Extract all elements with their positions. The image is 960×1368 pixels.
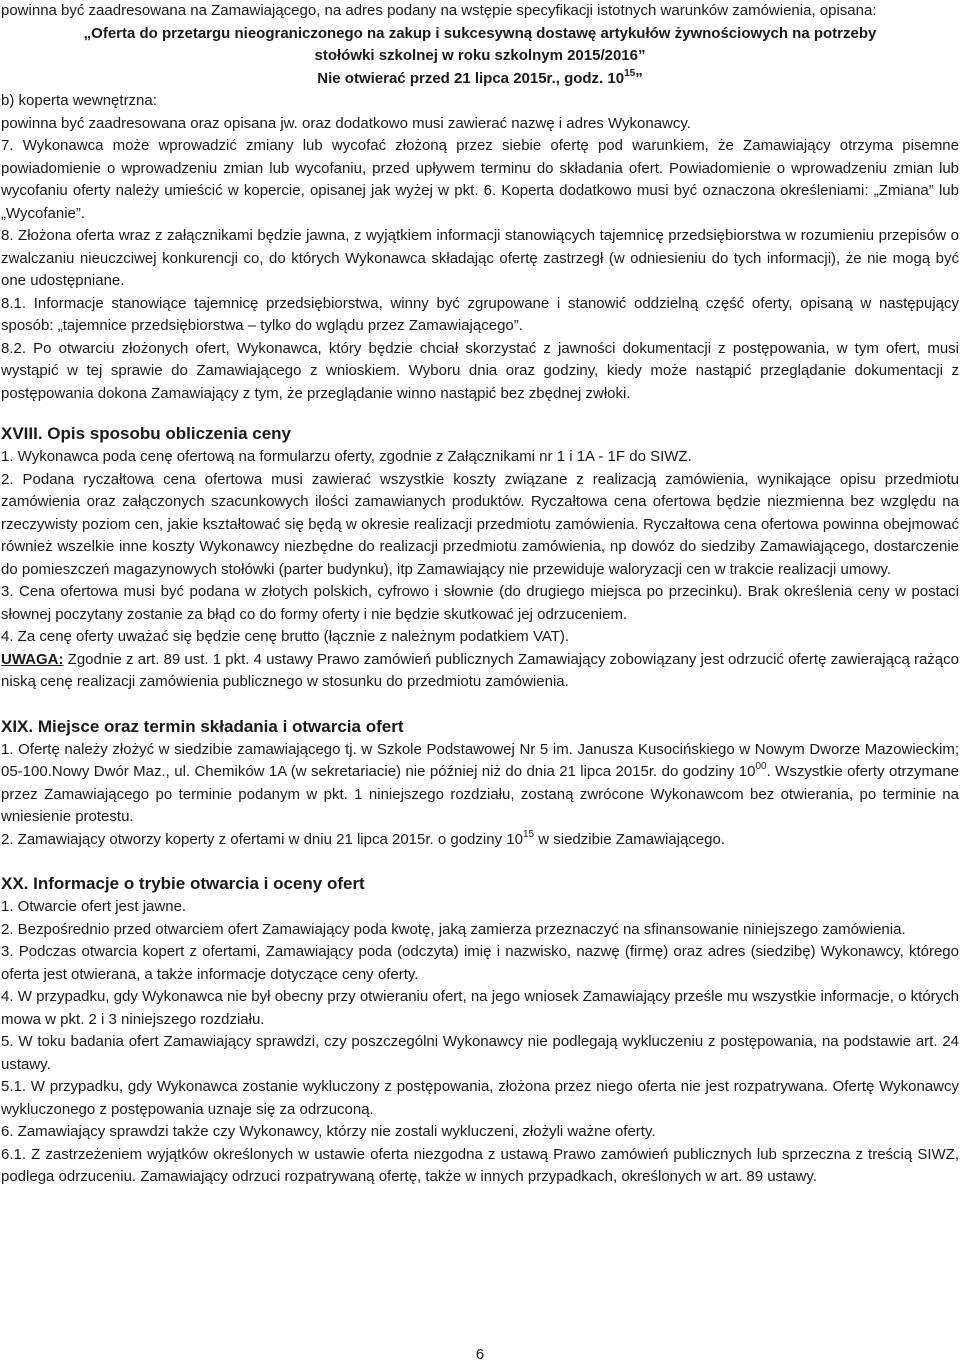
section-xx-item-2: 2. Bezpośrednio przed otwarciem ofert Zamawiający poda kwotę, jaką zamierza przeznaczyć na sfinansowanie niniejszego zamówienia. (1, 920, 906, 938)
section-xx-item-1: 1. Otwarcie ofert jest jawne. (1, 898, 187, 915)
section-xix-item-2 (1, 829, 959, 852)
section-xix-item-1-rest: . Wszystkie oferty otrzymane przez Zamawiającego po terminie podanym w pkt. 1 niniejszego rozdziału, zostaną zwrócone Wykonawcom bez otwierania, po terminie na wniesienie protestu. (1, 763, 960, 825)
envelope-description: powinna być zaadresowana na Zamawiającego, na adres podany na wstępie specyfikacji istotnych warunków zamówienia, opisana: (1, 2, 877, 19)
inner-envelope-text: powinna być zaadresowana oraz opisana jw. oraz dodatkowo musi zawierać nazwę i adres Wykonawcy. (1, 114, 691, 132)
paragraph-8-1: 8.1. Informacje stanowiące tajemnicę przedsiębiorstwa, winny być zgrupowane i stanowić oddzielną część oferty, opisaną w następujący sposób: „tajemnice przedsiębiorstwa – tylko do wglądu przez Zamawiającego”. (1, 294, 959, 334)
paragraph-8: 8. Złożona oferta wraz z załącznikami będzie jawna, z wyjątkiem informacji stanowiących tajemnicę przedsiębiorstwa w rozumieniu przepisów o zwalczaniu nieuczciwej konkurencji co, do których Wykonawca składając ofertę zastrzegł (w odniesieniu do tych informacji), że nie mogą być one udostępniane. (1, 227, 959, 289)
page-content (1, 0, 959, 1189)
section-xviii-item-4: 4. Za cenę oferty uważać się będzie cenę brutto (łącznie z należnym podatkiem VAT). (1, 628, 570, 645)
uwaga-text: Zgodnie z art. 89 ust. 1 pkt. 4 ustawy Prawo zamówień publicznych Zamawiający zobowiązany jest odrzucić ofertę zawierającą rażąco niską cenę realizacji zamówienia publicznego w stosunku do przedmiotu zamówienia. (1, 650, 959, 690)
paragraph-7: 7. Wykonawca może wprowadzić zmiany lub wycofać złożoną przez siebie ofertę pod warunkiem, że Zamawiający otrzyma pisemne powiadomienie o wprowadzeniu zmian lub wycofaniu, przed upływem terminu do składania ofert. Powiadomienie o wprowadzeniu zmian lub wycofaniu oferty należy umieścić w kopercie, opisanej jak wyżej w pkt. 6. Koperta dodatkowo musi być oznaczona określeniami: „Zmiana” lub „Wycofanie”. (1, 137, 959, 222)
section-xx-item-5: 5. W toku badania ofert Zamawiający sprawdzi, czy poszczególni Wykonawcy nie podlegają wykluczeniu z postępowania, na podstawie art. 24 ustawy. (1, 1033, 959, 1073)
opening-date-text: Nie otwierać przed 21 lipca 2015r., godz. 10 (317, 69, 625, 87)
envelope-title-line-1: „Oferta do przetargu nieograniczonego na zakup i sukcesywną dostawę artykułów żywnościowych na potrzeby (83, 24, 877, 42)
envelope-title-line-2: stołówki szkolnej w roku szkolnym 2015/2016” (314, 47, 646, 64)
section-xx-item-3: 3. Podczas otwarcia kopert z ofertami, Zamawiający poda (odczyta) imię i nazwisko, nazwę (firmę) oraz adres (siedzibę) Wykonawcy, którego oferta jest otwierana, a także informacje dotyczące ceny oferty. (1, 943, 959, 983)
uwaga-paragraph (1, 649, 959, 694)
section-xix-heading: XIX. Miejsce oraz termin składania i otwarcia ofert (1, 716, 404, 736)
section-xix-item-1 (1, 739, 959, 829)
opening-time-sup: 15 (624, 67, 636, 79)
section-xviii-item-2: 2. Podana ryczałtowa cena ofertowa musi zawierać wszystkie koszty związane z realizacją zamówienia, wynikające opisu przedmiotu zamówienia oraz załączonych szacunkowych ilości zamawianych produktów. Ryczałtowa cena ofertowa będzie niezmienna bez względu na rzeczywisty poziom cen, jakie kształtować się będą w okresie realizacji przedmiotu zamówienia. Ryczałtowa cena ofertowa powinna obejmować również wszelkie inne koszty Wykonawcy niezbędne do realizacji przedmiotu zamówienia, np dowóz do siedziby Zamawiającego, dostarczenie do pomieszczeń magazynowych stołówki (parter budynku), itp Zamawiający nie przewiduje waloryzacji cen w trakcie realizacji umowy. (1, 470, 959, 578)
section-xix-item-1-text: 1. Ofertę należy złożyć w siedzibie zamawiającego tj. w Szkole Podstawowej Nr 5 im. Janusza Kusocińskiego w Nowym Dworze Mazowieckim; 05-100.Nowy Dwór Maz., ul. Chemików 1A (w sekretariacie) nie później niż do dnia 21 lipca 2015r. do godziny 10 (1, 740, 959, 780)
section-xx-item-6: 6. Zamawiający sprawdzi także czy Wykonawcy, którzy nie zostali wykluczeni, złożyli ważne oferty. (1, 1123, 656, 1140)
closing-quote: ” (635, 69, 643, 87)
section-xviii-heading: XVIII. Opis sposobu obliczenia ceny (1, 424, 292, 443)
section-xviii-item-3: 3. Cena ofertowa musi być podana w złotych polskich, cyfrowo i słownie (do drugiego miejsca po przecinku). Brak określenia ceny w postaci słownej poczytany zostanie za błąd co do formy oferty i nie będzie skutkować jej odrzuceniem. (1, 583, 959, 623)
section-xx-item-4: 4. W przypadku, gdy Wykonawca nie był obecny przy otwieraniu ofert, na jego wniosek Zamawiający prześle mu wszystkie informacje, o których mowa w pkt. 2 i 3 niniejszego rozdziału. (1, 988, 959, 1028)
inner-envelope-label: b) koperta wewnętrzna: (1, 92, 157, 109)
uwaga-label: UWAGA: (1, 650, 64, 668)
section-xx-item-6-1: 6.1. Z zastrzeżeniem wyjątków określonych w ustawie oferta niezgodna z ustawą Prawo zamówień publicznych lub sprzeczna z treścią SIWZ, podlega odrzuceniu. Zamawiający odrzuci rozpatrywaną ofertę, także w innych przypadkach, określonych w art. 89 ustawy. (1, 1145, 959, 1185)
opening-hour-sup: 15 (522, 828, 535, 840)
section-xviii-item-1: 1. Wykonawca poda cenę ofertową na formularzu oferty, zgodnie z Załącznikami nr 1 i 1A - 1F do SIWZ. (1, 448, 692, 465)
section-xix-item-2-text: 2. Zamawiający otworzy koperty z ofertami w dniu 21 lipca 2015r. o godziny 10 (1, 830, 523, 848)
deadline-time-sup: 00 (755, 761, 767, 772)
envelope-title-line-3 (1, 68, 959, 91)
section-xx-item-5-1: 5.1. W przypadku, gdy Wykonawca zostanie wykluczony z postępowania, złożona przez niego oferta nie jest rozpatrywana. Ofertę Wykonawcy wykluczonego z postępowania uznaje się za odrzuconą. (1, 1078, 959, 1118)
paragraph-8-2: 8.2. Po otwarciu złożonych ofert, Wykonawca, który będzie chciał skorzystać z jawności dokumentacji z postępowania, w tym ofert, musi wystąpić w tej sprawie do Zamawiającego z wnioskiem. Wyboru dnia oraz godziny, kiedy może nastąpić przeglądanie dokumentacji z postępowania dokona Zamawiający z tym, że przeglądanie winno nastąpić bez zbędnej zwłoki. (1, 339, 959, 402)
page-number: 6 (475, 1346, 485, 1363)
section-xix-item-2-rest: w siedzibie Zamawiającego. (534, 830, 725, 848)
section-xx-heading: XX. Informacje o trybie otwarcia i oceny ofert (1, 874, 365, 893)
